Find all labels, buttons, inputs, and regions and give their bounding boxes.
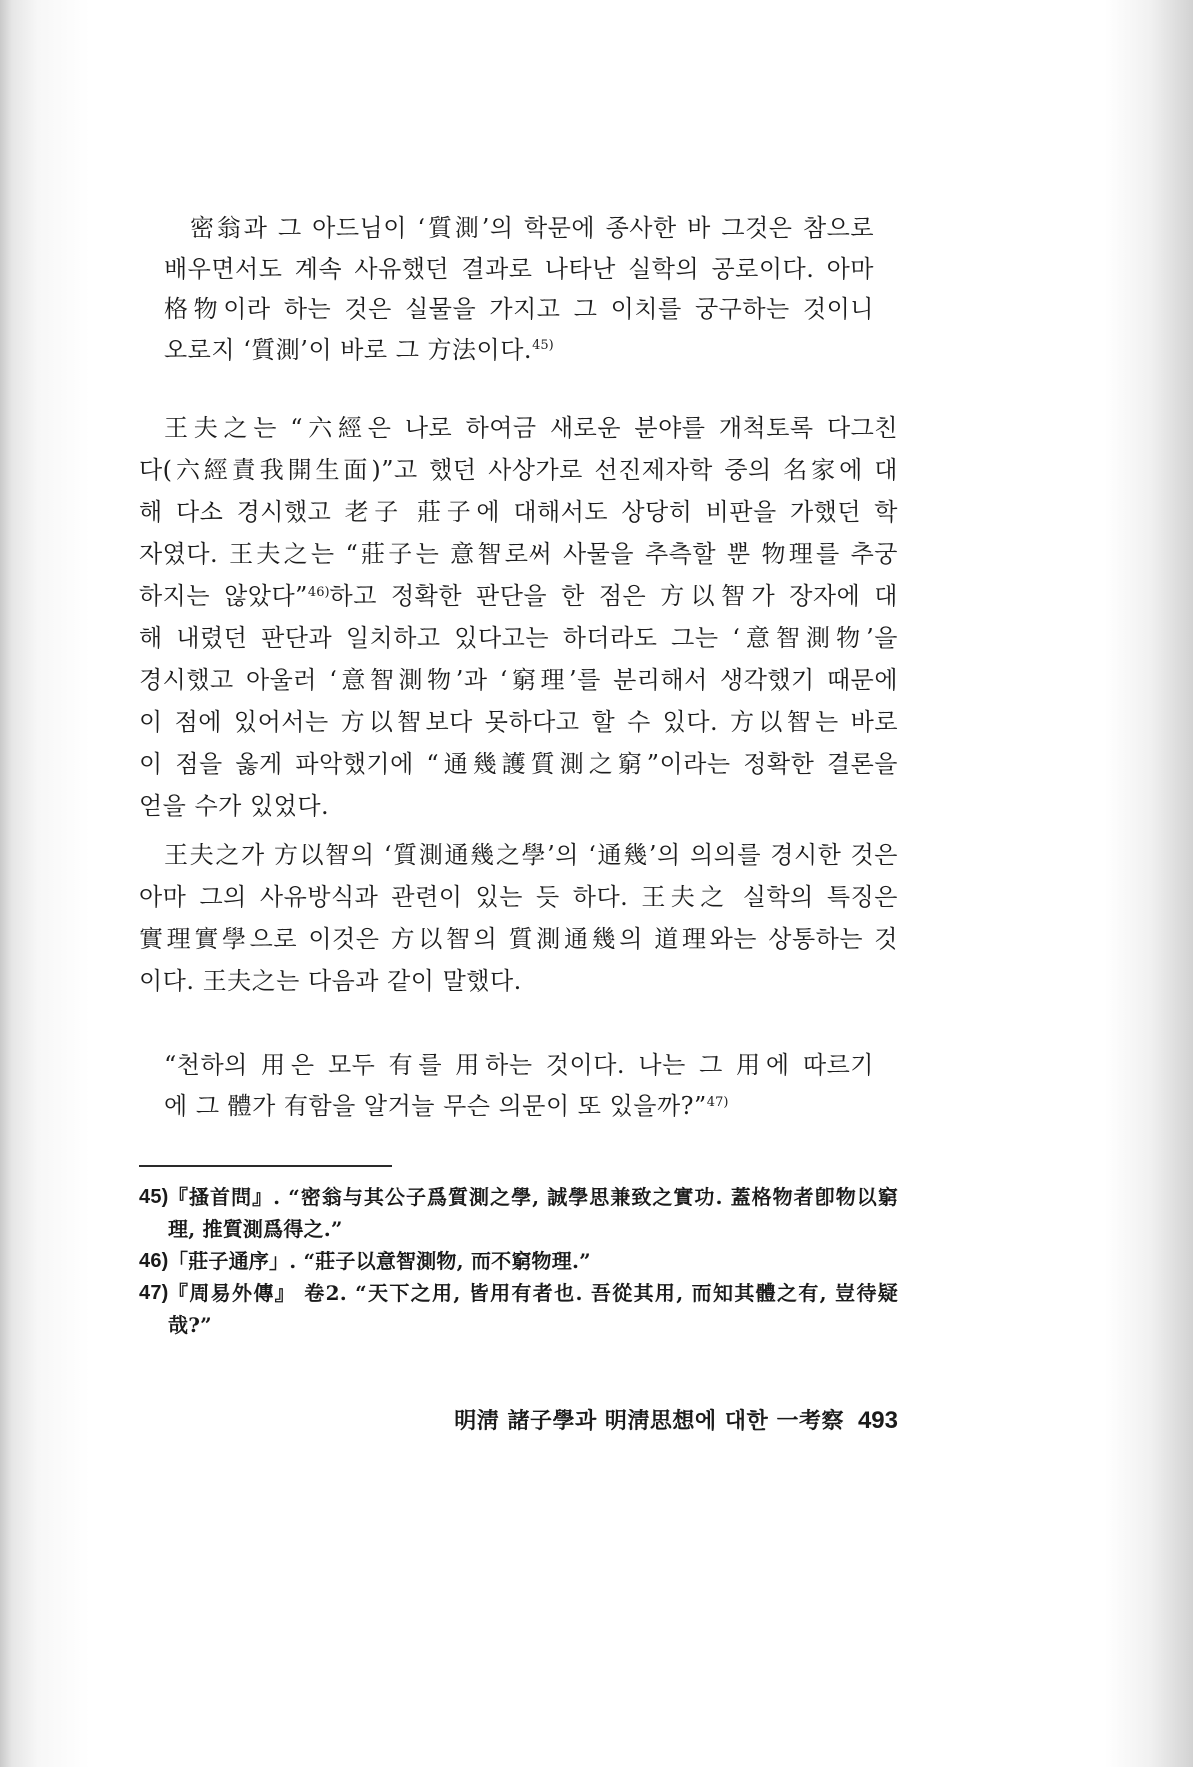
paragraph-line: 이 점에 있어서는 方以智보다 못하다고 할 수 있다. 方以智는 바로 bbox=[139, 708, 898, 736]
body-paragraph bbox=[139, 834, 898, 1002]
paragraph-line: 경시했고 아울러 ‘意智測物’과 ‘窮理’를 분리해서 생각했기 때문에 bbox=[139, 666, 898, 694]
block-quote-text: 오로지 ‘質測’이 바로 그 方法이다. bbox=[164, 335, 533, 364]
paragraph-line: 實理實學으로 이것은 方以智의 質測通幾의 道理와는 상통하는 것 bbox=[139, 925, 898, 953]
paragraph-line: 다(六經責我開生面)”고 했던 사상가로 선진제자학 중의 名家에 대 bbox=[139, 456, 898, 484]
footnote-reference: 47) bbox=[706, 1094, 729, 1110]
footnote-line: 『周易外傳』 卷2. “天下之用, 皆用有者也. 吾從其用, 而知其體之有, 豈待疑 bbox=[168, 1281, 898, 1305]
footnotes bbox=[139, 1181, 898, 1341]
footnote-line: 哉?” bbox=[168, 1313, 212, 1337]
block-quote bbox=[164, 208, 874, 370]
paragraph-line: 王夫之는 “六經은 나로 하여금 새로운 분야를 개척토록 다그친 bbox=[164, 414, 898, 442]
body-paragraph bbox=[139, 407, 898, 827]
paragraph-line: 이다. 王夫之는 다음과 같이 말했다. bbox=[139, 967, 522, 995]
footnote-separator-rule bbox=[139, 1165, 392, 1167]
paragraph-line: 얻을 수가 있었다. bbox=[139, 792, 330, 820]
paragraph-line bbox=[139, 575, 898, 617]
block-quote-line: 배우면서도 계속 사유했던 결과로 나타난 실학의 공로이다. 아마 bbox=[164, 254, 874, 283]
footnote-number: 45) bbox=[139, 1186, 169, 1208]
paragraph-text: 하지는 않았다” bbox=[139, 582, 308, 610]
footnote-reference: 45) bbox=[532, 338, 554, 354]
footnote-47 bbox=[139, 1277, 898, 1341]
block-quote bbox=[164, 1045, 874, 1127]
paragraph-line: 이 점을 옳게 파악했기에 “通幾護質測之窮”이라는 정확한 결론을 bbox=[139, 750, 898, 778]
paragraph-line: 해 다소 경시했고 老子 莊子에 대해서도 상당히 비판을 가했던 학 bbox=[139, 498, 898, 526]
footnote-line: 「莊子通序」. “莊子以意智測物, 而不窮物理.” bbox=[168, 1249, 591, 1273]
paragraph-line: 자였다. 王夫之는 “莊子는 意智로써 사물을 추측할 뿐 物理를 추궁 bbox=[139, 540, 898, 568]
footnote-number: 47) bbox=[139, 1282, 169, 1304]
running-title: 明淸 諸子學과 明淸思想에 대한 一考察 bbox=[454, 1408, 844, 1434]
block-quote-line bbox=[164, 330, 874, 371]
page-number: 493 bbox=[857, 1407, 898, 1434]
block-quote-line: 密翁과 그 아드님이 ‘質測’의 학문에 종사한 바 그것은 참으로 bbox=[190, 214, 874, 242]
block-quote-text: 에 그 體가 有함을 알거늘 무슨 의문이 또 있을까?” bbox=[164, 1092, 707, 1120]
footnote-46 bbox=[139, 1245, 898, 1277]
paragraph-line: 王夫之가 方以智의 ‘質測通幾之學’의 ‘通幾’의 의의를 경시한 것은 bbox=[164, 841, 898, 869]
running-footer bbox=[454, 1405, 898, 1437]
block-quote-line bbox=[164, 1086, 874, 1127]
footnote-number: 46) bbox=[139, 1250, 169, 1272]
footnote-line: 『搔首問』. “密翁与其公子爲質測之學, 誠學思兼致之實功. 蓋格物者卽物以窮 bbox=[168, 1185, 898, 1209]
paragraph-line: 해 내렸던 판단과 일치하고 있다고는 하더라도 그는 ‘意智測物’을 bbox=[139, 624, 898, 652]
footnote-reference: 46) bbox=[307, 584, 330, 600]
block-quote-line: 格物이라 하는 것은 실물을 가지고 그 이치를 궁구하는 것이니 bbox=[164, 295, 874, 323]
block-quote-line: “천하의 用은 모두 有를 用하는 것이다. 나는 그 用에 따르기 bbox=[164, 1051, 874, 1079]
footnote-line: 理, 推質測爲得之.” bbox=[168, 1217, 343, 1241]
footnote-45 bbox=[139, 1181, 898, 1245]
paragraph-line: 아마 그의 사유방식과 관련이 있는 듯 하다. 王夫之 실학의 특징은 bbox=[139, 883, 898, 911]
paragraph-text: 하고 정확한 판단을 한 점은 方以智가 장자에 대 bbox=[329, 582, 898, 610]
